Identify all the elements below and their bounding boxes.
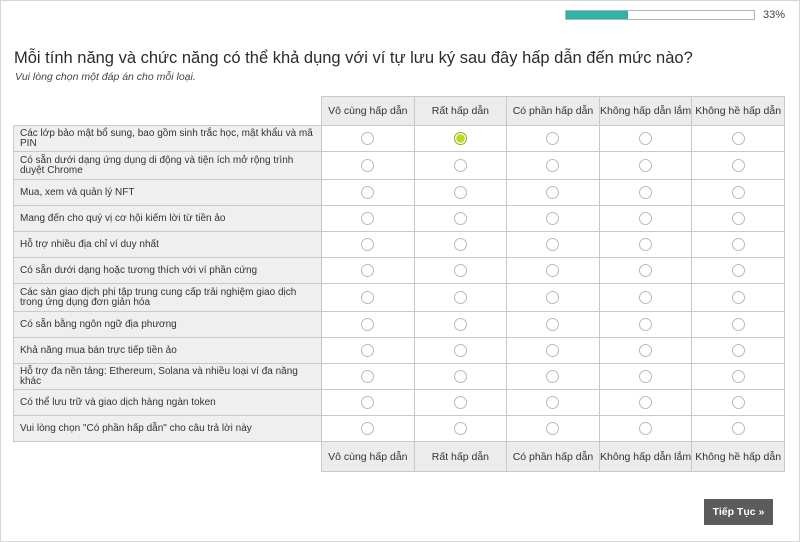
radio-button[interactable]	[546, 318, 559, 331]
radio-button[interactable]	[732, 370, 745, 383]
radio-button[interactable]	[639, 344, 652, 357]
row-label: Vui lòng chọn "Có phần hấp dẫn" cho câu trả lời này	[14, 416, 322, 442]
radio-button[interactable]	[639, 422, 652, 435]
radio-cell	[507, 364, 600, 390]
radio-cell	[692, 206, 785, 232]
radio-cell	[322, 338, 415, 364]
row-label: Có sẵn dưới dạng ứng dụng di động và tiện ích mở rộng trình duyệt Chrome	[14, 152, 322, 180]
radio-button[interactable]	[546, 422, 559, 435]
radio-button[interactable]	[361, 212, 374, 225]
radio-cell	[507, 180, 600, 206]
grid-header-row	[14, 97, 785, 126]
radio-cell	[599, 364, 692, 390]
table-row	[14, 416, 785, 442]
table-row	[14, 284, 785, 312]
table-row	[14, 206, 785, 232]
radio-cell	[692, 152, 785, 180]
grid-corner	[14, 97, 322, 126]
row-label: Có sẵn bằng ngôn ngữ địa phương	[14, 312, 322, 338]
radio-button[interactable]	[546, 212, 559, 225]
continue-button[interactable]: Tiếp Tục »	[704, 499, 773, 525]
radio-button[interactable]	[454, 159, 467, 172]
radio-cell	[414, 312, 507, 338]
table-row	[14, 152, 785, 180]
radio-button[interactable]	[454, 132, 467, 145]
table-row	[14, 258, 785, 284]
column-header: Không hấp dẫn lắm	[599, 97, 692, 126]
radio-cell	[414, 364, 507, 390]
row-label: Mang đến cho quý vị cơ hội kiếm lời từ tiền ảo	[14, 206, 322, 232]
radio-button[interactable]	[639, 186, 652, 199]
radio-cell	[322, 390, 415, 416]
radio-cell	[507, 152, 600, 180]
radio-button[interactable]	[639, 318, 652, 331]
grid-footer-row	[14, 442, 785, 472]
radio-cell	[599, 390, 692, 416]
radio-cell	[414, 206, 507, 232]
radio-button[interactable]	[639, 396, 652, 409]
radio-button[interactable]	[732, 344, 745, 357]
radio-button[interactable]	[454, 422, 467, 435]
radio-button[interactable]	[546, 238, 559, 251]
radio-button[interactable]	[546, 132, 559, 145]
radio-button[interactable]	[361, 186, 374, 199]
radio-button[interactable]	[546, 370, 559, 383]
radio-cell	[692, 284, 785, 312]
radio-cell	[692, 416, 785, 442]
radio-button[interactable]	[361, 264, 374, 277]
radio-cell	[692, 258, 785, 284]
radio-button[interactable]	[454, 370, 467, 383]
table-row	[14, 364, 785, 390]
radio-cell	[414, 152, 507, 180]
radio-cell	[692, 338, 785, 364]
radio-button[interactable]	[732, 132, 745, 145]
radio-button[interactable]	[732, 291, 745, 304]
radio-cell	[507, 232, 600, 258]
radio-button[interactable]	[639, 291, 652, 304]
radio-button[interactable]	[639, 212, 652, 225]
column-footer: Có phần hấp dẫn	[507, 442, 600, 472]
radio-button[interactable]	[732, 422, 745, 435]
radio-cell	[322, 152, 415, 180]
radio-button[interactable]	[546, 159, 559, 172]
radio-button[interactable]	[361, 370, 374, 383]
radio-cell	[507, 206, 600, 232]
rating-grid	[13, 96, 785, 472]
radio-button[interactable]	[732, 318, 745, 331]
radio-button[interactable]	[732, 396, 745, 409]
column-footer: Không hề hấp dẫn	[692, 442, 785, 472]
radio-cell	[599, 232, 692, 258]
radio-button[interactable]	[454, 212, 467, 225]
radio-button[interactable]	[454, 264, 467, 277]
radio-cell	[599, 284, 692, 312]
radio-cell	[322, 364, 415, 390]
table-row	[14, 126, 785, 152]
radio-button[interactable]	[732, 264, 745, 277]
radio-cell	[599, 206, 692, 232]
row-label: Hỗ trợ đa nền tảng: Ethereum, Solana và nhiều loại ví đa năng khác	[14, 364, 322, 390]
question-instruction: Vui lòng chọn một đáp án cho mỗi loại.	[15, 71, 196, 83]
radio-cell	[322, 206, 415, 232]
radio-cell	[507, 258, 600, 284]
radio-button[interactable]	[732, 186, 745, 199]
radio-cell	[507, 284, 600, 312]
column-header: Có phần hấp dẫn	[507, 97, 600, 126]
radio-cell	[507, 338, 600, 364]
radio-button[interactable]	[361, 291, 374, 304]
radio-cell	[322, 126, 415, 152]
table-row	[14, 312, 785, 338]
column-footer: Vô cùng hấp dẫn	[322, 442, 415, 472]
radio-button[interactable]	[361, 422, 374, 435]
radio-button[interactable]	[454, 291, 467, 304]
column-footer: Không hấp dẫn lắm	[599, 442, 692, 472]
radio-button[interactable]	[361, 396, 374, 409]
radio-cell	[322, 312, 415, 338]
table-row	[14, 232, 785, 258]
radio-button[interactable]	[546, 264, 559, 277]
radio-cell	[692, 180, 785, 206]
radio-button[interactable]	[732, 238, 745, 251]
radio-cell	[507, 390, 600, 416]
radio-button[interactable]	[639, 132, 652, 145]
radio-cell	[322, 180, 415, 206]
radio-cell	[599, 416, 692, 442]
radio-button[interactable]	[546, 186, 559, 199]
radio-cell	[414, 284, 507, 312]
radio-button[interactable]	[639, 238, 652, 251]
row-label: Các lớp bảo mật bổ sung, bao gồm sinh trắc học, mật khẩu và mã PIN	[14, 126, 322, 152]
radio-button[interactable]	[361, 159, 374, 172]
question-title: Mỗi tính năng và chức năng có thể khả dụng với ví tự lưu ký sau đây hấp dẫn đến mức nào?	[14, 49, 693, 67]
radio-button[interactable]	[639, 264, 652, 277]
radio-cell	[414, 180, 507, 206]
radio-button[interactable]	[546, 396, 559, 409]
radio-button[interactable]	[454, 344, 467, 357]
row-label: Có thể lưu trữ và giao dịch hàng ngàn token	[14, 390, 322, 416]
radio-cell	[692, 390, 785, 416]
radio-cell	[322, 416, 415, 442]
radio-button[interactable]	[361, 318, 374, 331]
radio-cell	[414, 416, 507, 442]
radio-cell	[322, 232, 415, 258]
row-label: Có sẵn dưới dạng hoặc tương thích với ví phần cứng	[14, 258, 322, 284]
column-header: Vô cùng hấp dẫn	[322, 97, 415, 126]
radio-cell	[507, 312, 600, 338]
radio-button[interactable]	[546, 344, 559, 357]
radio-cell	[414, 338, 507, 364]
radio-button[interactable]	[361, 344, 374, 357]
radio-button[interactable]	[454, 318, 467, 331]
radio-button[interactable]	[732, 212, 745, 225]
radio-cell	[322, 258, 415, 284]
radio-cell	[322, 284, 415, 312]
column-footer: Rất hấp dẫn	[414, 442, 507, 472]
radio-cell	[599, 126, 692, 152]
radio-button[interactable]	[454, 396, 467, 409]
radio-button[interactable]	[361, 238, 374, 251]
radio-cell	[599, 312, 692, 338]
grid-corner	[14, 442, 322, 472]
radio-cell	[692, 364, 785, 390]
radio-cell	[414, 126, 507, 152]
progress-percent: 33%	[763, 9, 786, 21]
radio-cell	[507, 416, 600, 442]
radio-button[interactable]	[639, 370, 652, 383]
radio-cell	[599, 180, 692, 206]
radio-cell	[692, 312, 785, 338]
radio-cell	[599, 258, 692, 284]
table-row	[14, 180, 785, 206]
radio-button[interactable]	[454, 238, 467, 251]
column-header: Không hề hấp dẫn	[692, 97, 785, 126]
radio-button[interactable]	[546, 291, 559, 304]
radio-cell	[692, 232, 785, 258]
progress-bar	[565, 10, 755, 20]
radio-cell	[414, 258, 507, 284]
row-label: Các sàn giao dịch phi tập trung cung cấp trải nghiệm giao dịch trong ứng dụng đơn giản hóa	[14, 284, 322, 312]
column-header: Rất hấp dẫn	[414, 97, 507, 126]
row-label: Mua, xem và quản lý NFT	[14, 180, 322, 206]
radio-button[interactable]	[732, 159, 745, 172]
progress-bar-fill	[566, 11, 628, 19]
radio-button[interactable]	[639, 159, 652, 172]
radio-button[interactable]	[361, 132, 374, 145]
radio-cell	[692, 126, 785, 152]
row-label: Hỗ trợ nhiều địa chỉ ví duy nhất	[14, 232, 322, 258]
radio-cell	[599, 338, 692, 364]
radio-button[interactable]	[454, 186, 467, 199]
radio-cell	[599, 152, 692, 180]
table-row	[14, 338, 785, 364]
table-row	[14, 390, 785, 416]
row-label: Khả năng mua bán trực tiếp tiền ảo	[14, 338, 322, 364]
radio-cell	[414, 232, 507, 258]
radio-cell	[414, 390, 507, 416]
radio-cell	[507, 126, 600, 152]
